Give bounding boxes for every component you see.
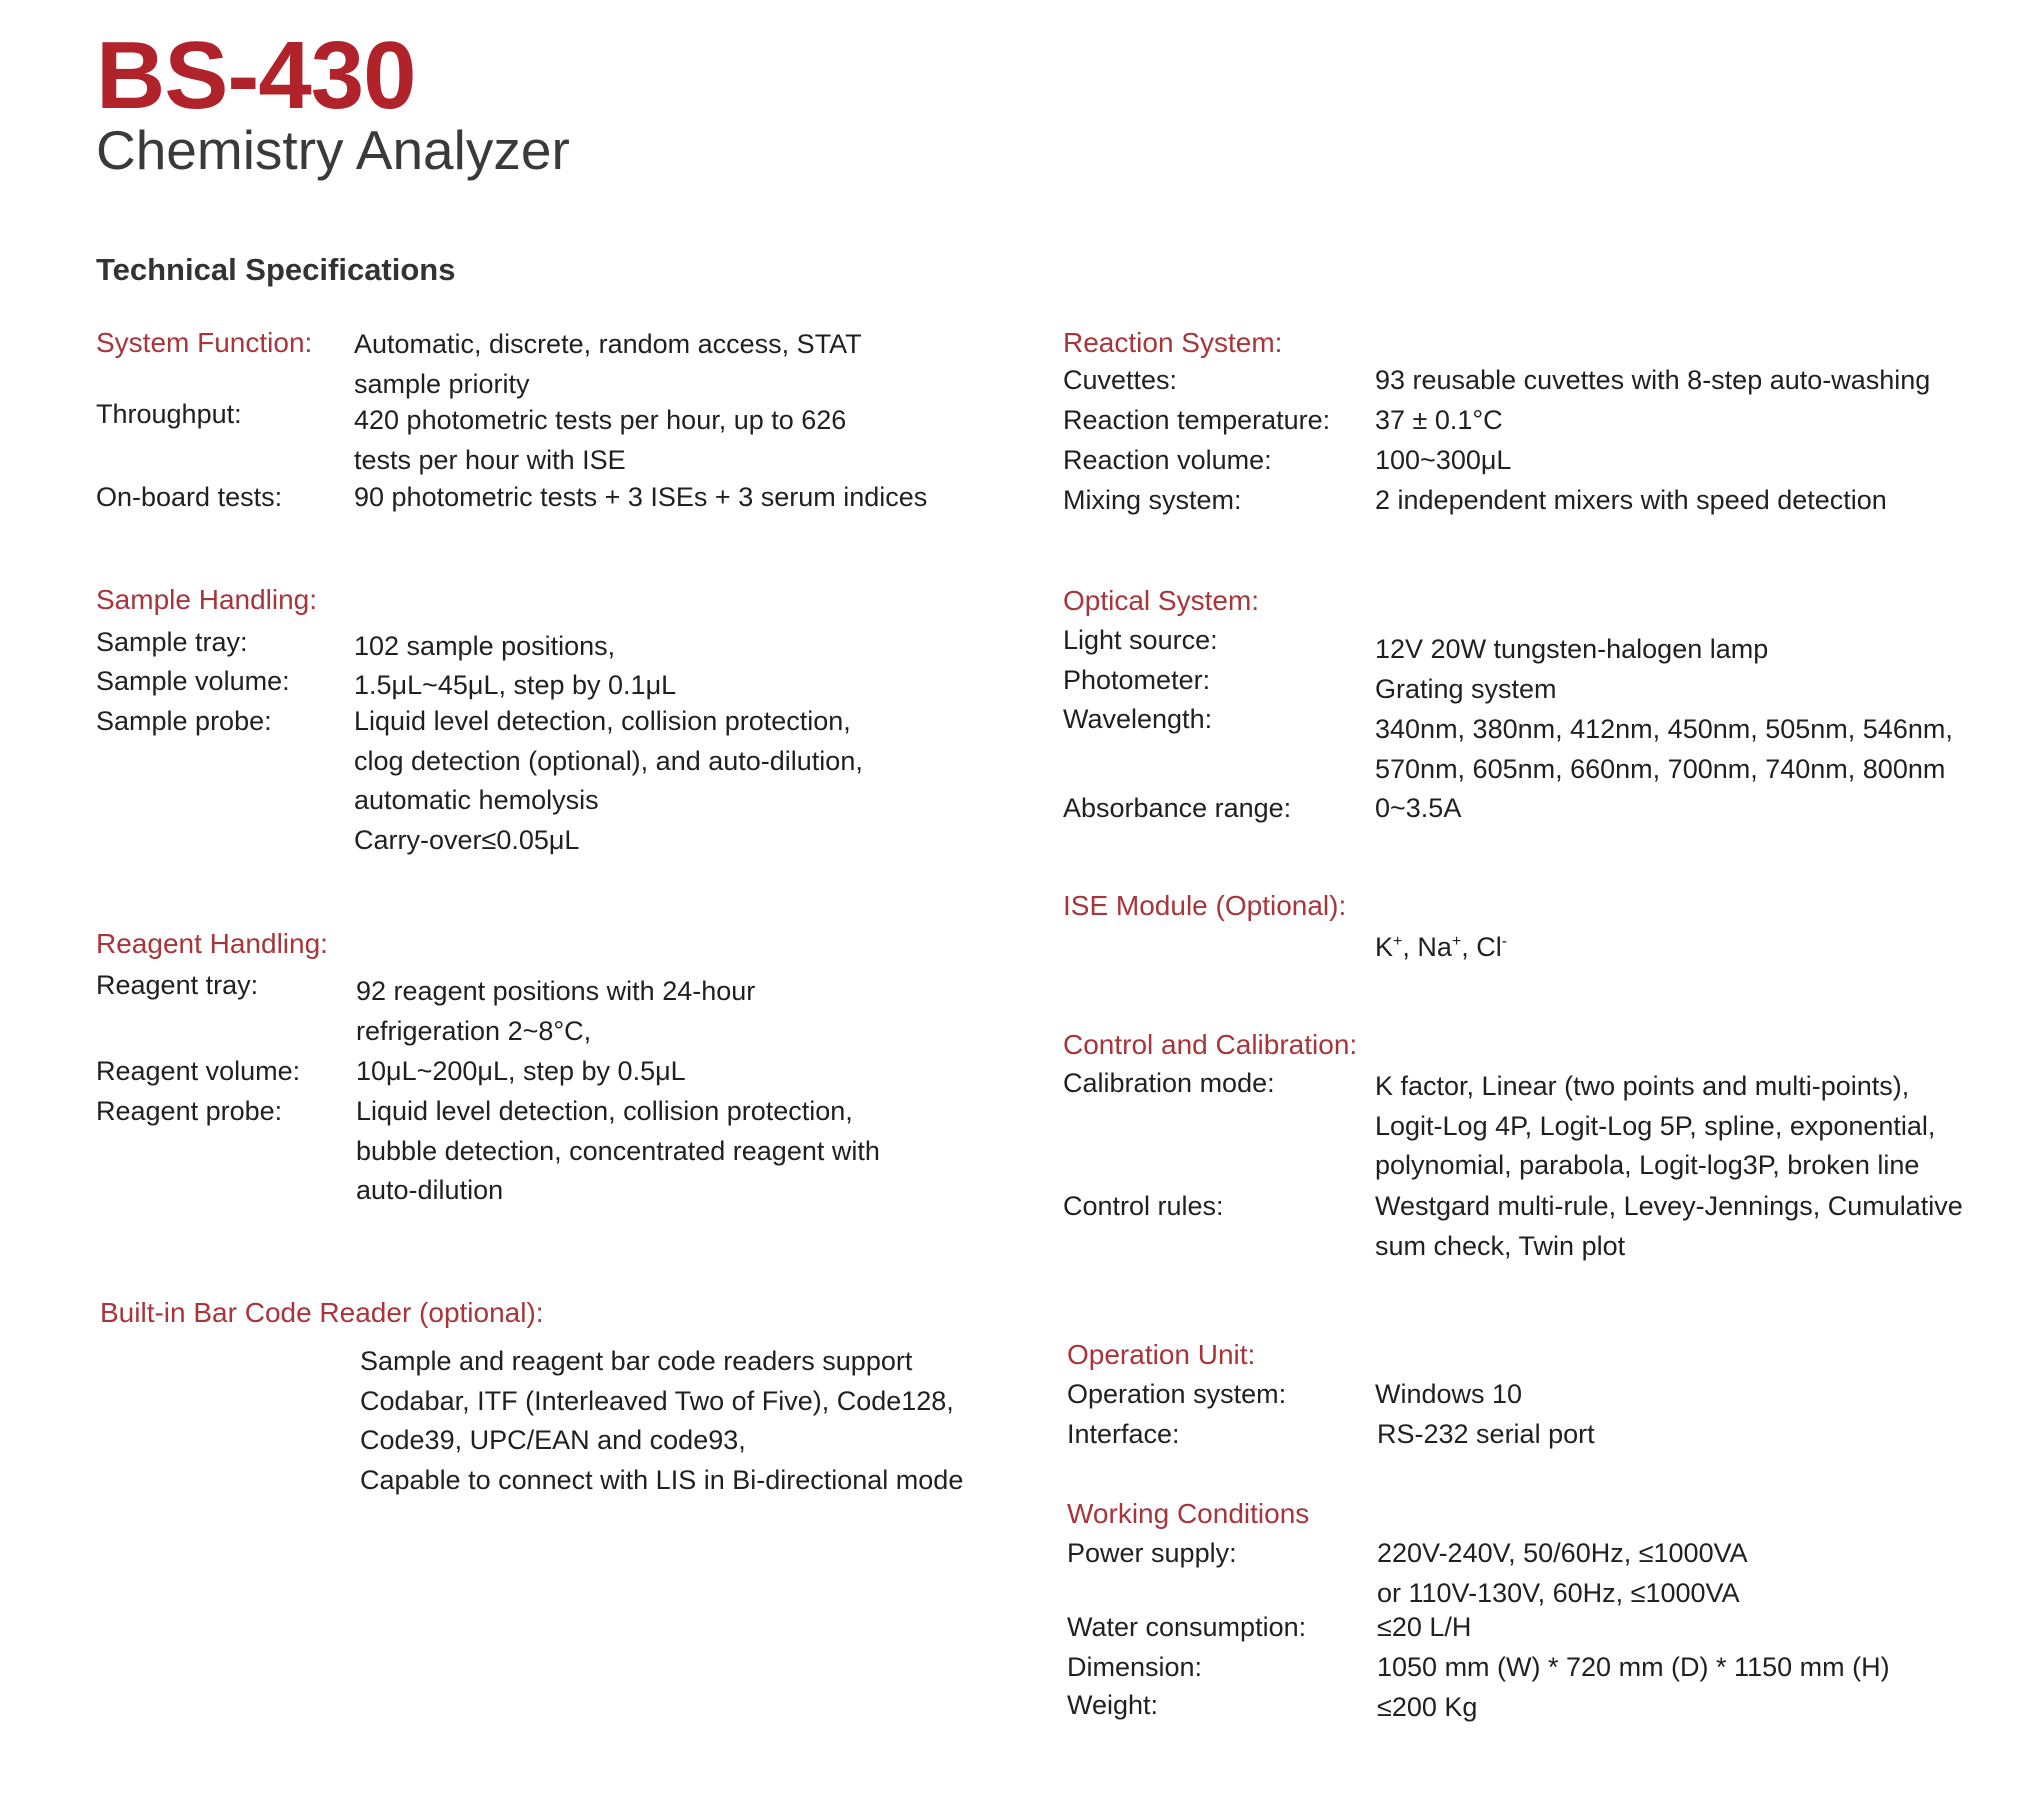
section-title: ISE Module (Optional): bbox=[1063, 890, 1347, 921]
spec-value bbox=[1375, 789, 1461, 829]
section-title: Reaction System: bbox=[1063, 327, 1283, 358]
spec-value-line: 100~300μL bbox=[1375, 445, 1512, 475]
model-title: BS-430 bbox=[96, 22, 416, 129]
spec-value-line: K factor, Linear (two points and multi-points), bbox=[1375, 1071, 1910, 1101]
spec-value-line: 340nm, 380nm, 412nm, 450nm, 505nm, 546nm, bbox=[1375, 714, 1953, 744]
spec-value-line: 0~3.5A bbox=[1375, 793, 1462, 823]
spec-value-line: 90 photometric tests + 3 ISEs + 3 serum indices bbox=[354, 482, 928, 512]
spec-value-line: tests per hour with ISE bbox=[354, 444, 626, 475]
spec-value-line: ≤200 Kg bbox=[1377, 1692, 1478, 1722]
ion-charge: - bbox=[1501, 933, 1508, 950]
spec-value-line: RS-232 serial port bbox=[1377, 1419, 1595, 1449]
section-reagent-handling bbox=[96, 926, 880, 1205]
spec-value bbox=[356, 1092, 880, 1211]
spec-value bbox=[1377, 1608, 1471, 1648]
spec-label: On-board tests: bbox=[96, 482, 283, 512]
spec-label: Photometer: bbox=[1063, 665, 1211, 695]
spec-label: Cuvettes: bbox=[1063, 365, 1178, 395]
spec-value-line: or 110V-130V, 60Hz, ≤1000VA bbox=[1377, 1577, 1740, 1608]
technical-specifications-heading: Technical Specifications bbox=[96, 252, 456, 287]
spec-label: Control rules: bbox=[1063, 1191, 1224, 1221]
spec-label: Power supply: bbox=[1067, 1538, 1237, 1568]
spec-value bbox=[354, 666, 676, 706]
section-title: Operation Unit: bbox=[1067, 1339, 1256, 1370]
spec-value bbox=[354, 325, 862, 404]
spec-value-line: polynomial, parabola, Logit-log3P, broken line bbox=[1375, 1150, 1920, 1180]
spec-label: Reaction volume: bbox=[1063, 445, 1272, 475]
spec-value-line: 37 ± 0.1°C bbox=[1375, 405, 1503, 435]
spec-value-line: Carry-over≤0.05μL bbox=[354, 824, 580, 855]
spec-value-line: automatic hemolysis bbox=[354, 785, 599, 815]
spec-value-line: 1050 mm (W) * 720 mm (D) * 1150 mm (H) bbox=[1377, 1652, 1890, 1682]
spec-value-line: Liquid level detection, collision protection, bbox=[354, 706, 851, 736]
spec-label: Absorbance range: bbox=[1063, 793, 1292, 823]
spec-value bbox=[1375, 1375, 1522, 1415]
spec-value bbox=[1377, 1415, 1595, 1455]
spec-value bbox=[1375, 441, 1511, 481]
section-title: Reagent Handling: bbox=[96, 928, 328, 959]
spec-value-line: refrigeration 2~8°C, bbox=[356, 1015, 592, 1046]
spec-label: Reagent volume: bbox=[96, 1056, 301, 1086]
spec-label: Water consumption: bbox=[1067, 1612, 1307, 1642]
section-ise-module bbox=[1063, 888, 1508, 962]
section-bar-code-reader bbox=[100, 1295, 964, 1495]
spec-label: Calibration mode: bbox=[1063, 1068, 1275, 1098]
section-title: System Function: bbox=[96, 327, 313, 358]
spec-value bbox=[354, 702, 863, 860]
section-title: Sample Handling: bbox=[96, 584, 318, 615]
spec-value bbox=[1375, 1067, 1935, 1186]
ion-charge: + bbox=[1393, 933, 1403, 950]
spec-value-line: Sample and reagent bar code readers support bbox=[360, 1346, 913, 1376]
spec-label: Sample tray: bbox=[96, 627, 248, 657]
spec-value bbox=[354, 627, 615, 667]
spec-value bbox=[1375, 928, 1507, 968]
spec-value bbox=[356, 972, 755, 1051]
spec-value bbox=[1375, 401, 1503, 441]
spec-label: Sample volume: bbox=[96, 666, 290, 696]
spec-value bbox=[1375, 630, 1768, 670]
spec-value-line: Codabar, ITF (Interleaved Two of Five), Code128, bbox=[360, 1385, 954, 1416]
spec-label: Operation system: bbox=[1067, 1379, 1287, 1409]
spec-label: Wavelength: bbox=[1063, 704, 1213, 734]
spec-value-line: 2 independent mixers with speed detection bbox=[1375, 485, 1887, 515]
spec-value-line: Code39, UPC/EAN and code93, bbox=[360, 1425, 746, 1455]
ion-symbol: K bbox=[1375, 932, 1394, 962]
spec-value-line: Capable to connect with LIS in Bi-directional mode bbox=[360, 1464, 964, 1495]
section-reaction-system bbox=[1063, 325, 1931, 515]
spec-value bbox=[1377, 1648, 1890, 1688]
spec-value-line: 220V-240V, 50/60Hz, ≤1000VA bbox=[1377, 1538, 1748, 1568]
spec-value bbox=[1377, 1688, 1477, 1728]
spec-value-line: Automatic, discrete, random access, STAT bbox=[354, 329, 862, 359]
spec-value-line: ≤20 L/H bbox=[1377, 1612, 1472, 1642]
spec-value-line: 570nm, 605nm, 660nm, 700nm, 740nm, 800nm bbox=[1375, 753, 1946, 784]
spec-label: Interface: bbox=[1067, 1419, 1180, 1449]
section-title: Built-in Bar Code Reader (optional): bbox=[100, 1297, 544, 1328]
spec-value-line: auto-dilution bbox=[356, 1175, 504, 1205]
spec-value-line: Grating system bbox=[1375, 674, 1557, 704]
spec-value-line: clog detection (optional), and auto-dilution, bbox=[354, 745, 863, 776]
ion-separator: , bbox=[1402, 932, 1418, 962]
spec-value-line: 93 reusable cuvettes with 8-step auto-washing bbox=[1375, 365, 1931, 395]
spec-value bbox=[356, 1052, 686, 1092]
section-operation-unit bbox=[1067, 1337, 1595, 1449]
spec-value bbox=[354, 401, 846, 480]
spec-value bbox=[1375, 710, 1953, 789]
spec-value-line: Windows 10 bbox=[1375, 1379, 1523, 1409]
ion-charge: + bbox=[1451, 933, 1462, 950]
spec-label: Throughput: bbox=[96, 399, 242, 429]
spec-label: Sample probe: bbox=[96, 706, 272, 736]
ion-list bbox=[1375, 928, 1507, 968]
spec-value-line: 1.5μL~45μL, step by 0.1μL bbox=[354, 670, 677, 700]
spec-value bbox=[1375, 670, 1557, 710]
spec-value-line: sample priority bbox=[354, 368, 530, 399]
spec-value bbox=[354, 478, 927, 518]
spec-value bbox=[1375, 481, 1887, 521]
ion-symbol: Na bbox=[1417, 932, 1452, 962]
section-system-function bbox=[96, 325, 928, 512]
spec-value-line: sum check, Twin plot bbox=[1375, 1230, 1626, 1261]
section-sample-handling bbox=[96, 582, 863, 855]
spec-value-line: Liquid level detection, collision protection, bbox=[356, 1096, 853, 1126]
spec-label: Light source: bbox=[1063, 625, 1218, 655]
spec-value-line: bubble detection, concentrated reagent with bbox=[356, 1135, 880, 1166]
spec-value bbox=[360, 1342, 963, 1500]
spec-label: Reagent tray: bbox=[96, 970, 259, 1000]
section-title: Optical System: bbox=[1063, 585, 1260, 616]
ion-separator: , bbox=[1461, 932, 1477, 962]
spec-value bbox=[1375, 361, 1930, 401]
spec-value-line: 10μL~200μL, step by 0.5μL bbox=[356, 1056, 686, 1086]
spec-value-line: 420 photometric tests per hour, up to 626 bbox=[354, 405, 847, 435]
spec-value-line: 92 reagent positions with 24-hour bbox=[356, 976, 756, 1006]
spec-value-line: 12V 20W tungsten-halogen lamp bbox=[1375, 634, 1769, 664]
product-subtitle: Chemistry Analyzer bbox=[96, 119, 570, 181]
spec-value bbox=[1377, 1534, 1748, 1613]
section-working-conditions bbox=[1067, 1496, 1890, 1722]
spec-label: Mixing system: bbox=[1063, 485, 1242, 515]
spec-label: Reaction temperature: bbox=[1063, 405, 1331, 435]
spec-label: Weight: bbox=[1067, 1690, 1159, 1720]
spec-value-line: Westgard multi-rule, Levey-Jennings, Cumulative bbox=[1375, 1191, 1963, 1221]
ion-symbol: Cl bbox=[1476, 932, 1502, 962]
section-title: Control and Calibration: bbox=[1063, 1029, 1358, 1060]
spec-value-line: 102 sample positions, bbox=[354, 631, 616, 661]
spec-value bbox=[1375, 1187, 1963, 1266]
spec-value-line: Logit-Log 4P, Logit-Log 5P, spline, exponential, bbox=[1375, 1110, 1936, 1141]
section-title: Working Conditions bbox=[1067, 1498, 1310, 1529]
section-optical-system bbox=[1063, 583, 1953, 823]
section-control-calibration bbox=[1063, 1027, 1963, 1261]
spec-label: Dimension: bbox=[1067, 1652, 1203, 1682]
spec-label: Reagent probe: bbox=[96, 1096, 283, 1126]
